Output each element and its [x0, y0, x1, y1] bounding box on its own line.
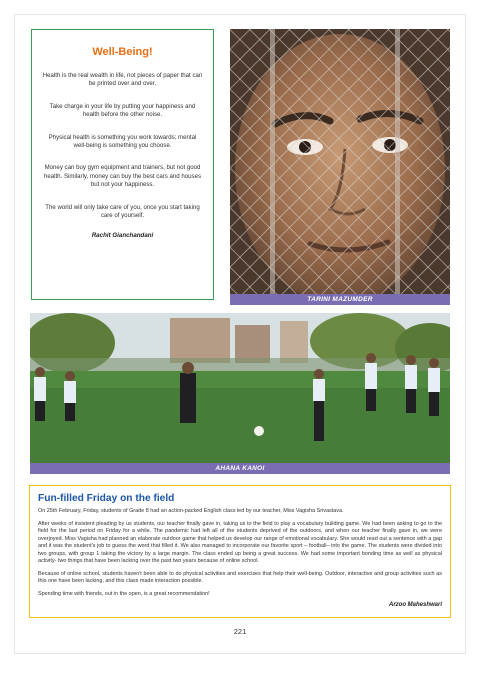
photo-caption: AHANA KANOI	[30, 463, 450, 474]
wellbeing-paragraph: Money can buy gym equipment and trainers, but not good health. Similarly, money can buy the best cars and houses but not your happiness.	[43, 164, 202, 189]
wellbeing-box	[31, 29, 214, 300]
wellbeing-paragraph: Take charge in your life by putting your happiness and health before the other noise.	[49, 102, 196, 119]
face-behind-fence-illustration	[230, 29, 450, 294]
article-box	[29, 485, 451, 618]
article-paragraph: On 25th February, Friday, students of Grade 8 had an action-packed English class led by our teacher, Miss Vagisha Srivastava.	[38, 508, 344, 514]
article-title: Fun-filled Friday on the field	[38, 493, 175, 504]
field-photo	[30, 313, 450, 463]
artwork-caption: TARINI MAZUMDER	[230, 294, 450, 305]
wellbeing-paragraph: Health is the real wealth in life, not pieces of paper that can be printed over and over.	[42, 72, 203, 88]
page-number: 221	[233, 627, 247, 636]
article-author: Arzoo Maheshwari	[388, 602, 442, 608]
wellbeing-author: Rachit Gianchandani	[91, 232, 154, 240]
wellbeing-paragraph: Physical health is something you work towards; mental well-being is something you choose.	[48, 133, 197, 150]
students-on-field-illustration	[30, 313, 450, 463]
artwork-image	[230, 29, 450, 294]
wellbeing-title: Well-Being!	[92, 46, 153, 58]
article-paragraph: After weeks of insistent pleading by us students, our teacher finally gave in, taking us to the field to play a vocabulary building game. We had been asking to go to the field for the last period on Friday for a while. The pandemic had left all of the students deprived of the outdoors, and when our teacher finally gave in, we were overjoyed. Miss Vagisha had planned an elaborate outdoor game that helped us develop our range of emotional vocabulary. She would read out a sentence with a gap and it was the student's job to guess the word that filled it. We also managed to incorporate our favorite sport – football– into the game. The students were divided into two groups, with group 1 taking the victory by a large margin. The class ended up being a great success. We had some important bonding time as well as physical activity- two things that have been lacking over the past two years because of online school.	[38, 520, 442, 564]
article-paragraph: Spending time with friends, out in the open, is a great recommendation!	[38, 590, 210, 597]
article-paragraph: Because of online school, students haven't been able to do physical activities and exercises that help their well-being. Outdoor, interactive and group activities such as this one have been lacking, and this class made interaction possible.	[38, 570, 442, 584]
wellbeing-paragraph: The world will only take care of you, once you start taking care of yourself.	[45, 203, 200, 220]
